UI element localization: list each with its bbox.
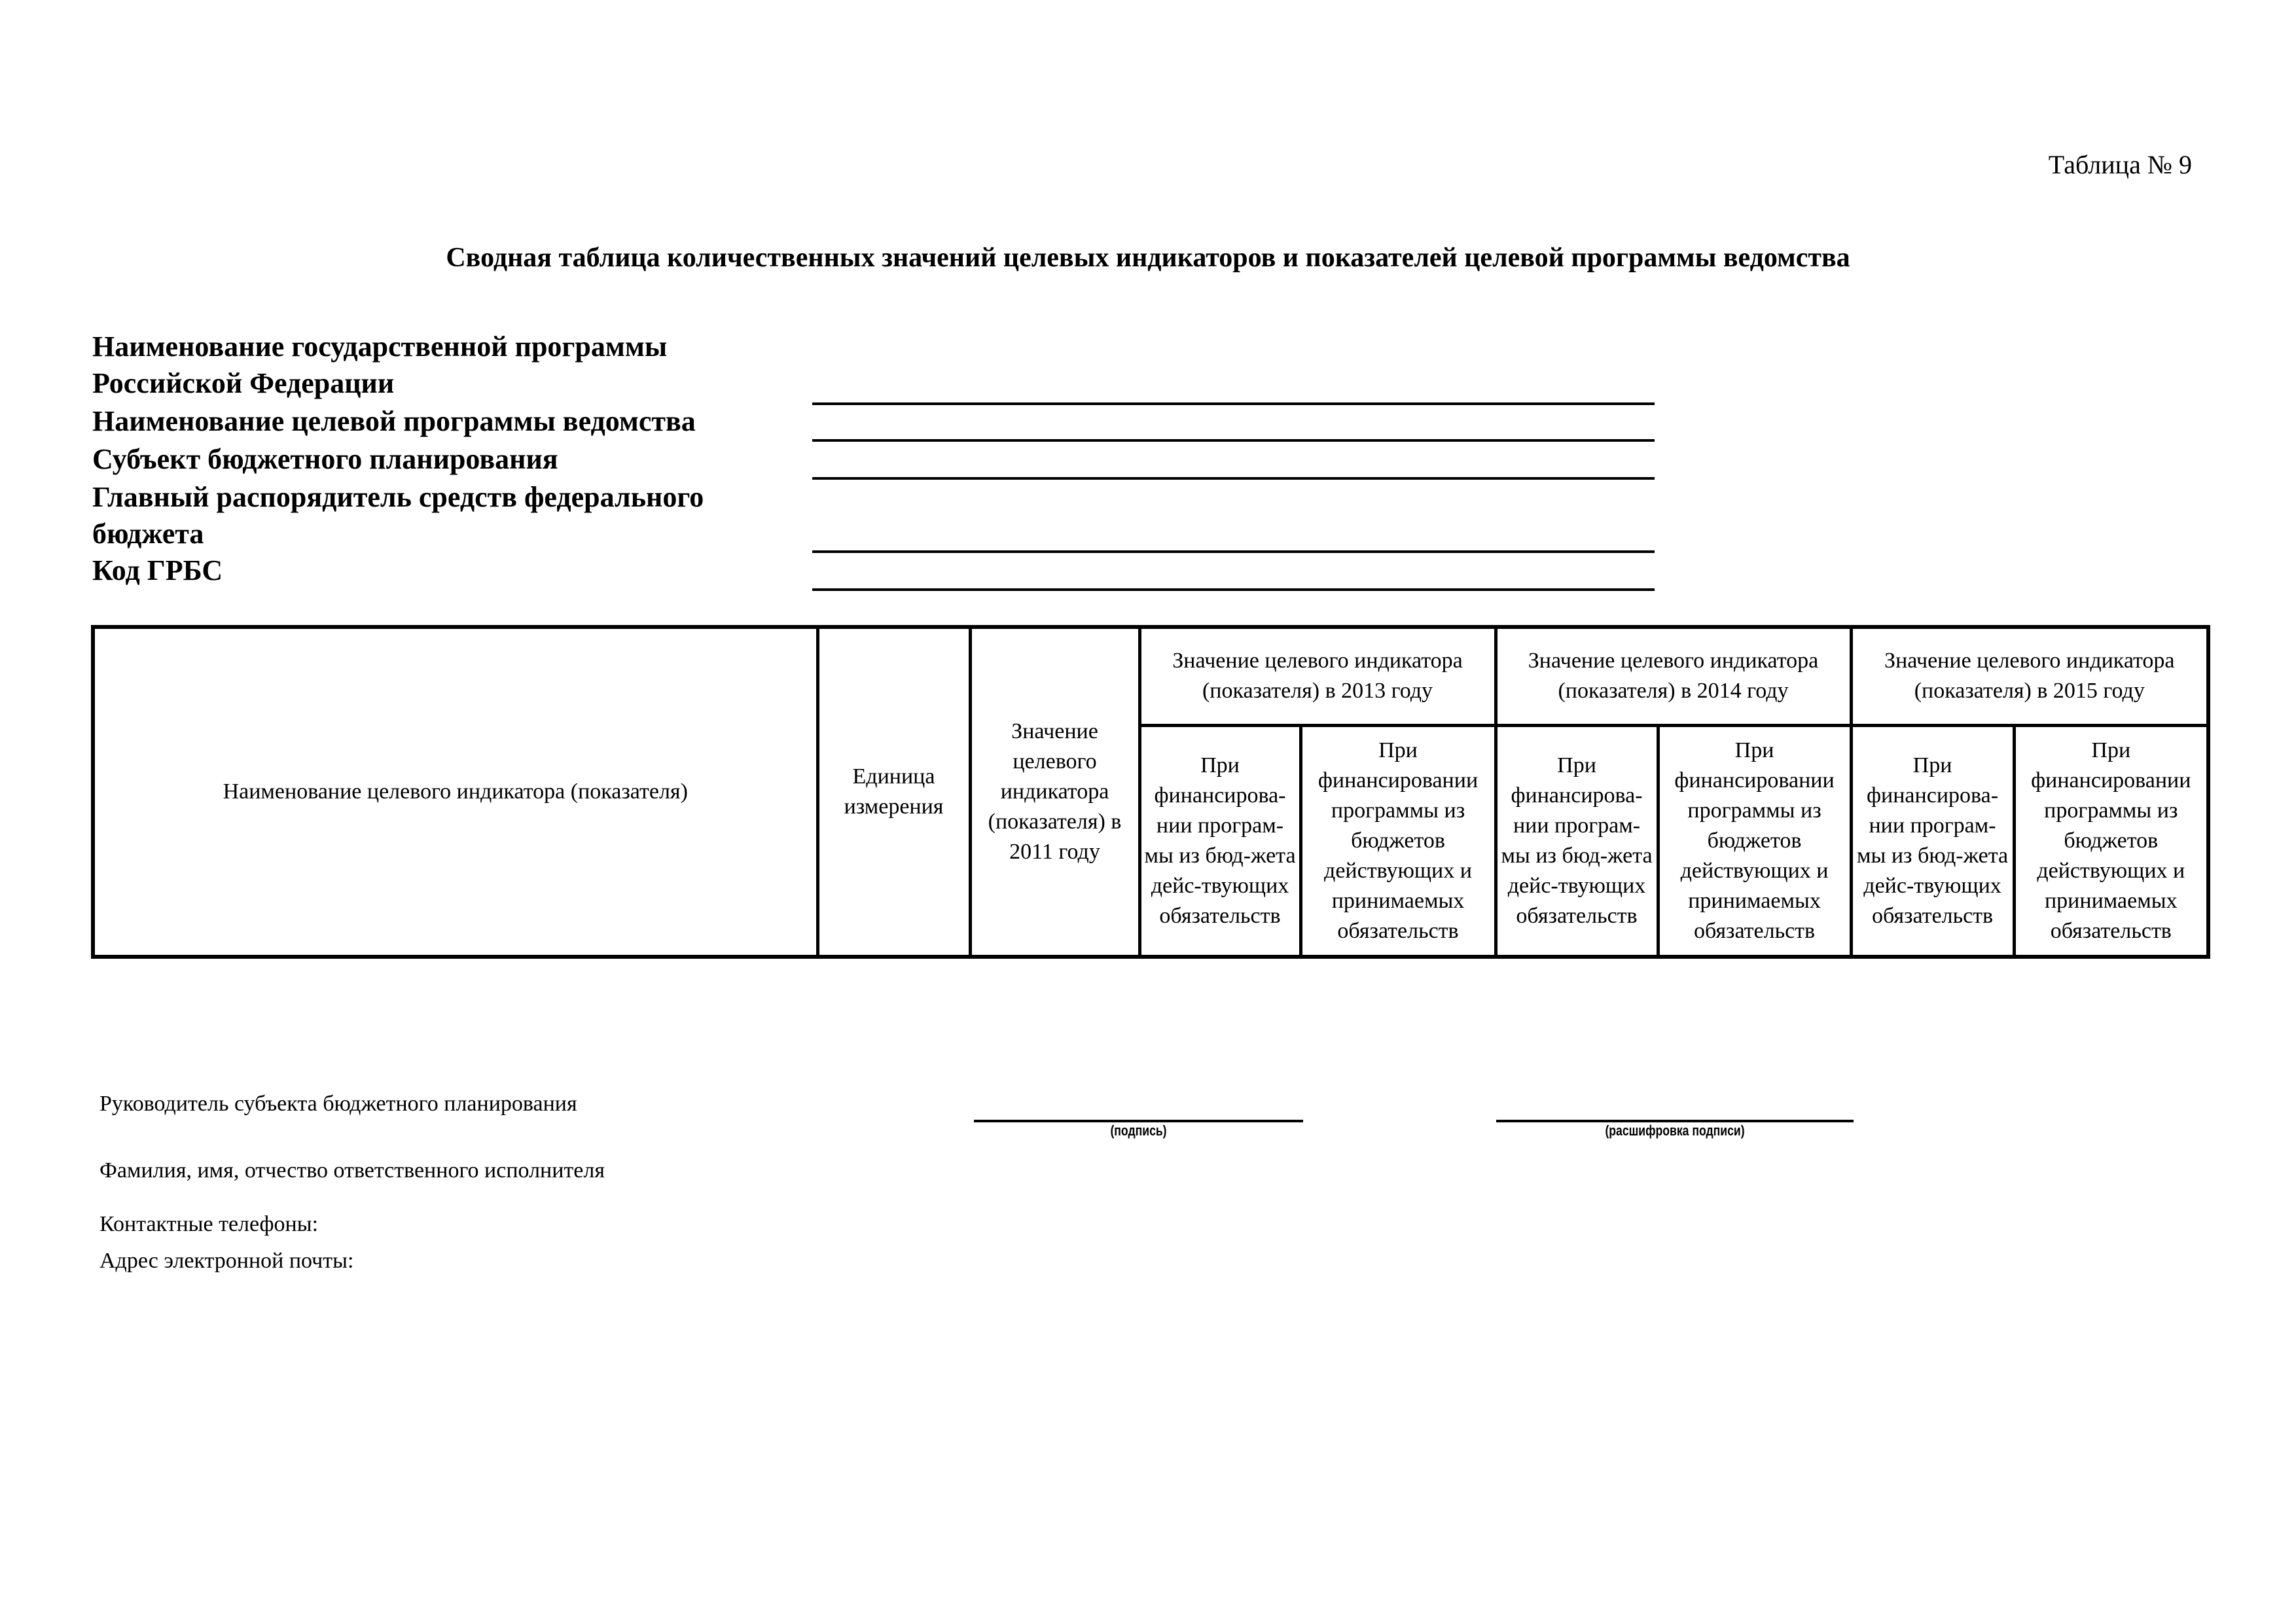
indicators-table bbox=[91, 625, 2210, 959]
header-2015-current: При финансирова-нии програм-мы из бюд-жета дейс-твующих обязательств bbox=[1851, 725, 2014, 957]
table-number: Таблица № 9 bbox=[2048, 150, 2192, 179]
field-label-target-program: Наименование целевой программы ведомства bbox=[92, 405, 696, 437]
program-input-line[interactable] bbox=[812, 402, 1655, 405]
decoding-caption: (расшифровка подписи) bbox=[1605, 1122, 1745, 1139]
manager-input-line[interactable] bbox=[812, 550, 1655, 553]
header-2015-accepted: При финансировании программы из бюджетов действующих и принимаемых обязательств bbox=[2014, 725, 2208, 957]
header-value-2011: Значение целевого индикатора (показателя) в 2011 году bbox=[970, 627, 1139, 957]
executor-label: Фамилия, имя, отчество ответственного исполнителя bbox=[99, 1158, 605, 1183]
header-2013-current: При финансирова-нии програм-мы из бюд-жета дейс-твующих обязательств bbox=[1139, 725, 1300, 957]
email-label: Адрес электронной почты: bbox=[99, 1249, 354, 1273]
header-value-2014: Значение целевого индикатора (показателя) в 2014 году bbox=[1496, 627, 1851, 725]
field-label-program-2: Российской Федерации bbox=[92, 367, 395, 399]
field-label-manager: Главный распорядитель средств федерального bbox=[92, 481, 704, 513]
header-2013-accepted: При финансировании программы из бюджетов действующих и принимаемых обязательств bbox=[1300, 725, 1496, 957]
grbs-code-input-line[interactable] bbox=[812, 588, 1655, 591]
header-indicator-name: Наименование целевого индикатора (показателя) bbox=[93, 627, 817, 957]
phones-label: Контактные телефоны: bbox=[99, 1212, 319, 1236]
subject-input-line[interactable] bbox=[812, 477, 1655, 480]
footer-head-label: Руководитель субъекта бюджетного планирования bbox=[99, 1092, 577, 1116]
field-label-grbs-code: Код ГРБС bbox=[92, 554, 223, 586]
header-2014-current: При финансирова-нии програм-мы из бюд-жета дейс-твующих обязательств bbox=[1496, 725, 1658, 957]
header-unit: Единица измерения bbox=[817, 627, 970, 957]
signature-field[interactable] bbox=[974, 1120, 1303, 1139]
page-title: Сводная таблица количественных значений целевых индикаторов и показателей целевой программы ведомства bbox=[446, 243, 1850, 273]
target-program-input-line[interactable] bbox=[812, 439, 1655, 442]
signature-caption: (подпись) bbox=[1110, 1122, 1167, 1139]
signature-decoding-field[interactable] bbox=[1496, 1120, 1854, 1139]
header-2014-accepted: При финансировании программы из бюджетов действующих и принимаемых обязательств bbox=[1658, 725, 1851, 957]
field-label-subject: Субъект бюджетного планирования bbox=[92, 443, 558, 475]
field-label-program: Наименование государственной программы bbox=[92, 330, 668, 363]
header-value-2015: Значение целевого индикатора (показателя) в 2015 году bbox=[1851, 627, 2208, 725]
header-value-2013: Значение целевого индикатора (показателя) в 2013 году bbox=[1139, 627, 1496, 725]
field-label-manager-2: бюджета bbox=[92, 518, 204, 550]
